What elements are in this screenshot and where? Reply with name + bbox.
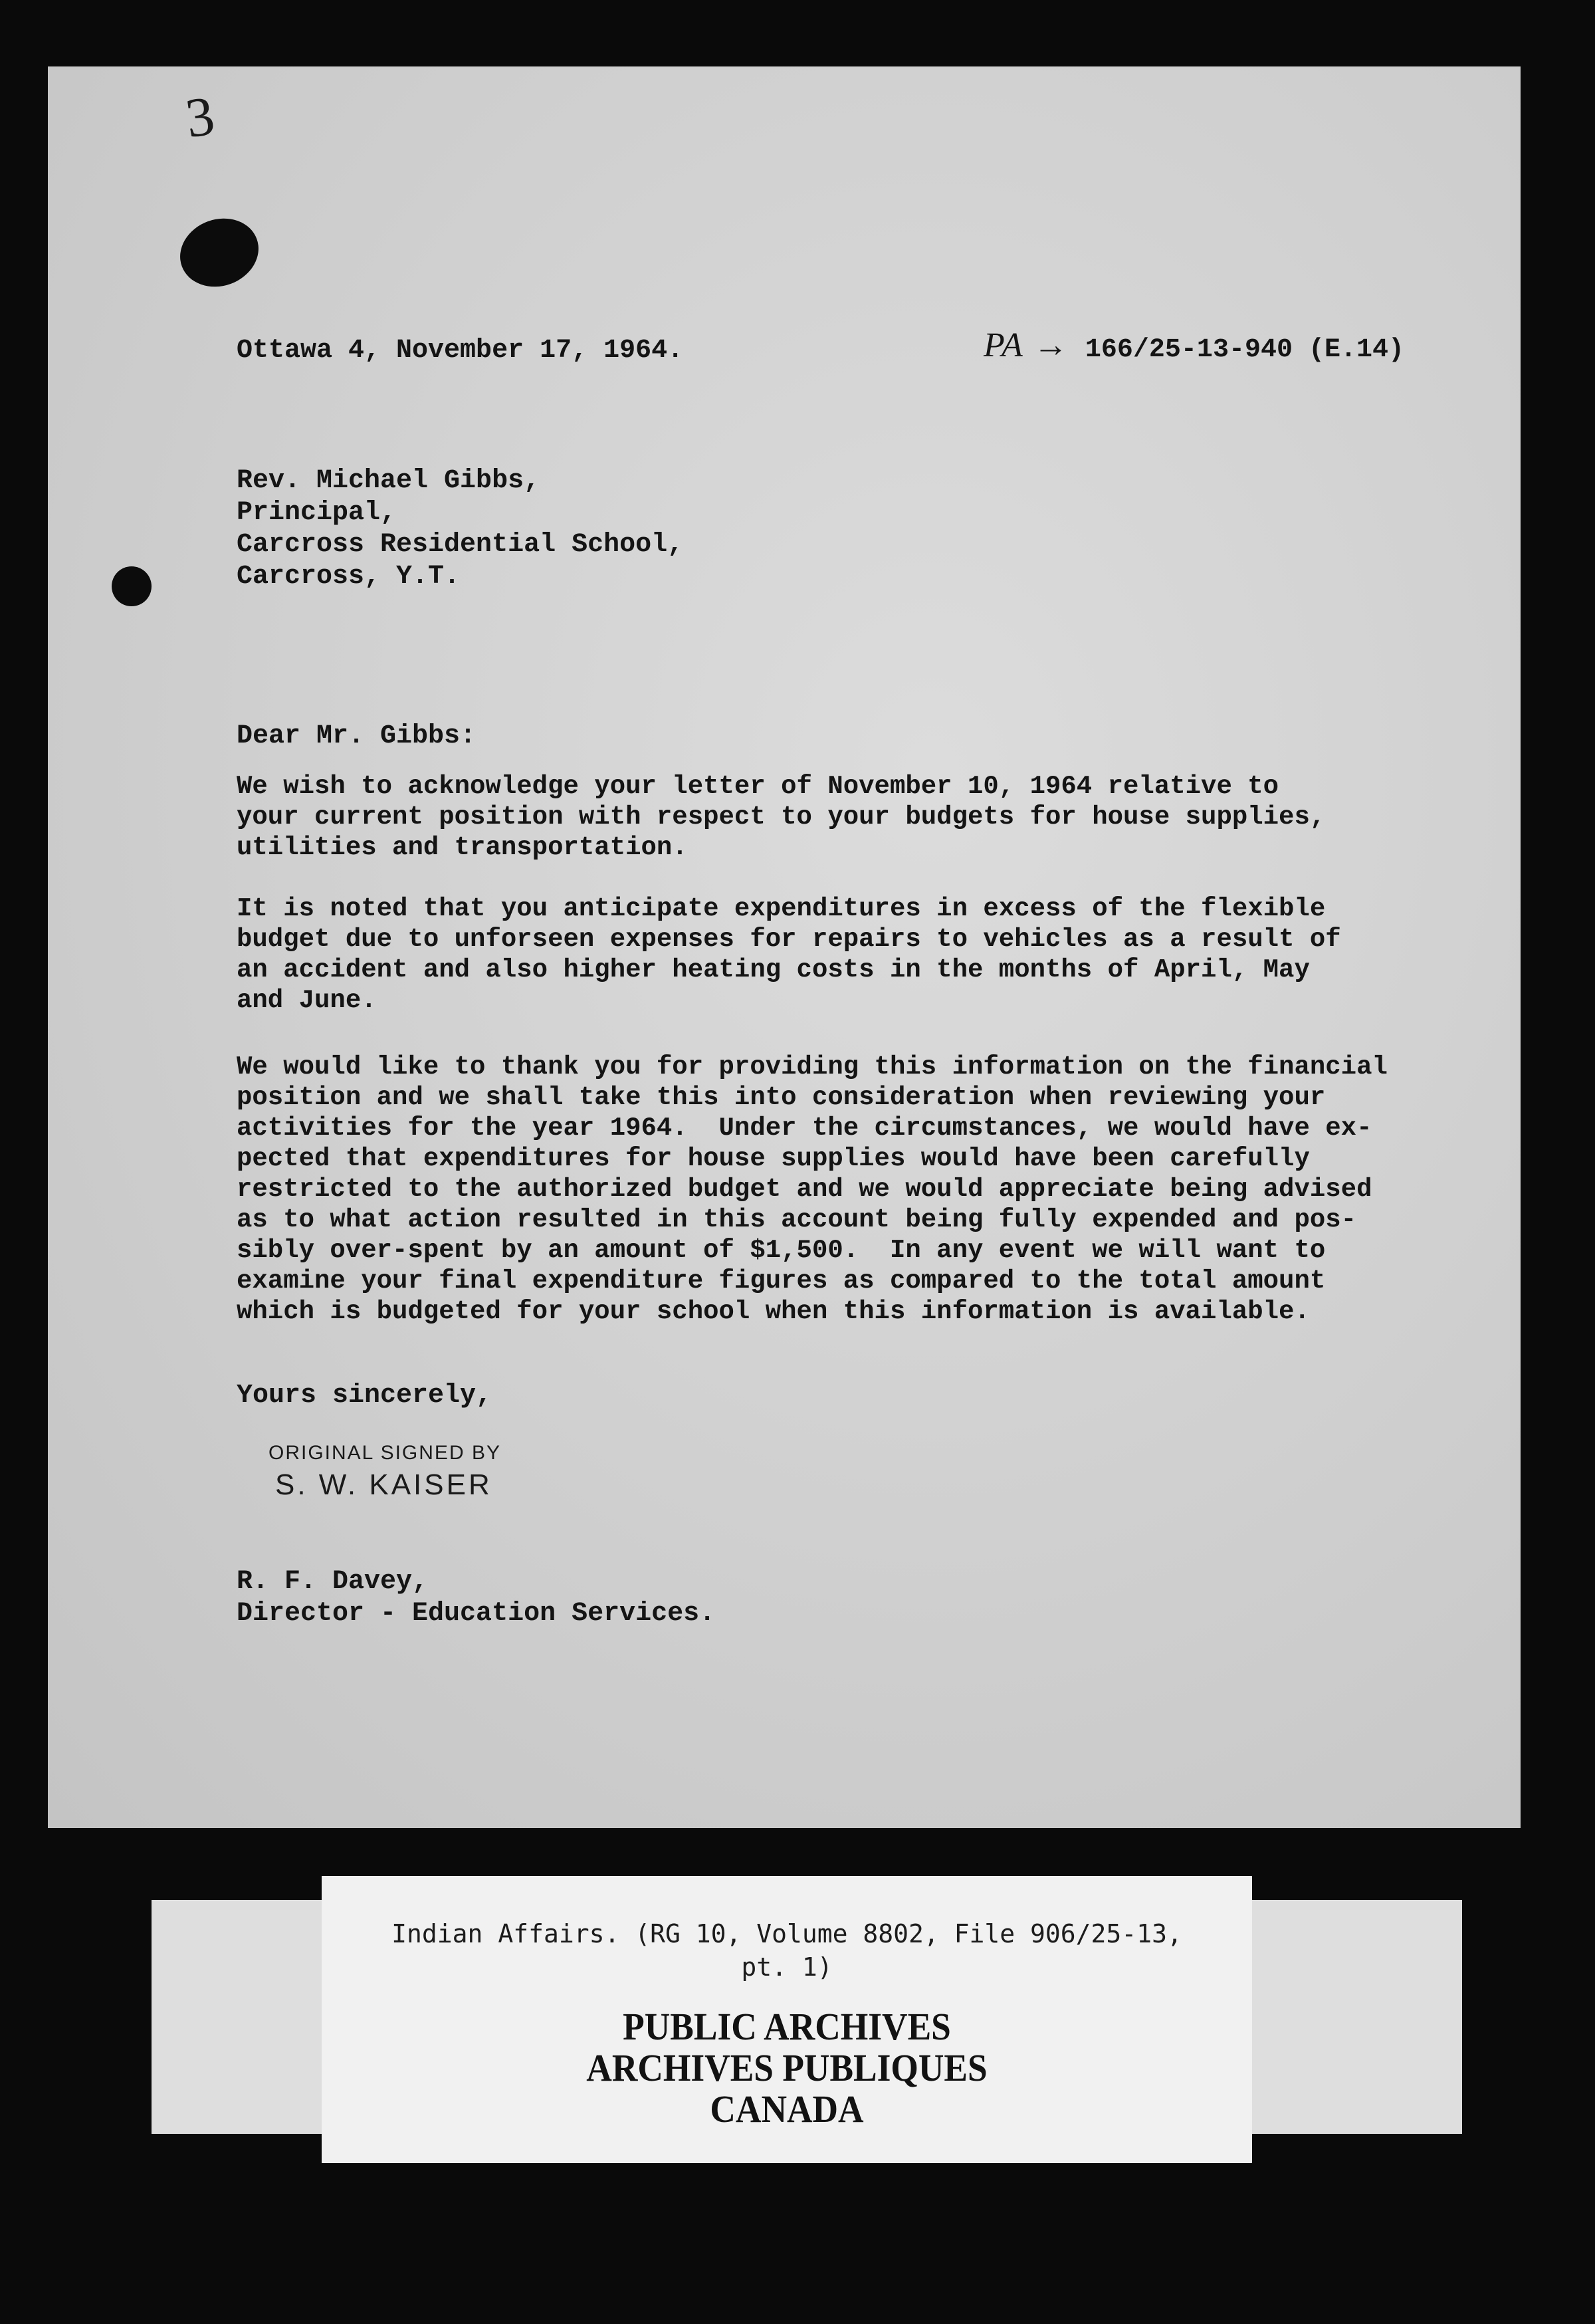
date-line: Ottawa 4, November 17, 1964. xyxy=(237,336,684,366)
text-line: as to what action resulted in this account being fully expended and pos- xyxy=(237,1205,1357,1234)
archive-stamp xyxy=(322,2006,1252,2130)
text-line: It is noted that you anticipate expenditures in excess of the flexible xyxy=(237,894,1326,923)
archive-country: CANADA xyxy=(710,2087,864,2131)
archive-reference xyxy=(322,1917,1252,1984)
signatory-title: Director - Education Services. xyxy=(237,1599,716,1629)
address-line: Rev. Michael Gibbs, xyxy=(237,466,540,496)
text-line: which is budgeted for your school when this information is available. xyxy=(237,1297,1310,1326)
text-line: budget due to unforseen expenses for repairs to vehicles as a result of xyxy=(237,925,1341,954)
archive-name-en: PUBLIC ARCHIVES xyxy=(623,2005,951,2048)
reference-line: pt. 1) xyxy=(741,1952,833,1982)
stamp-signer: S. W. KAISER xyxy=(275,1468,492,1501)
file-number: 166/25-13-940 (E.14) xyxy=(1085,335,1404,365)
text-line: pected that expenditures for house supplies would have been carefully xyxy=(237,1144,1310,1173)
salutation: Dear Mr. Gibbs: xyxy=(237,721,477,751)
paragraph xyxy=(237,771,1325,863)
text-line: an accident and also higher heating costs in the months of April, May xyxy=(237,955,1310,985)
page-mark: 3 xyxy=(181,84,219,150)
address-line: Carcross Residential School, xyxy=(237,530,684,560)
signature-stamp xyxy=(268,1440,501,1504)
handwritten-annotation: PA → xyxy=(984,326,1069,364)
text-line: utilities and transportation. xyxy=(237,833,688,862)
paragraph xyxy=(237,1052,1388,1327)
signatory-block xyxy=(237,1566,715,1630)
text-line: position and we shall take this into consideration when reviewing your xyxy=(237,1083,1326,1112)
text-line: sibly over-spent by an amount of $1,500. In any event we will want to xyxy=(237,1236,1326,1265)
address-line: Principal, xyxy=(237,498,397,528)
recipient-address xyxy=(237,465,683,593)
punch-hole xyxy=(112,566,152,606)
paragraph xyxy=(237,893,1341,1016)
text-line: We wish to acknowledge your letter of November 10, 1964 relative to xyxy=(237,772,1279,801)
text-line: your current position with respect to your budgets for house supplies, xyxy=(237,802,1326,832)
closing: Yours sincerely, xyxy=(237,1381,492,1411)
text-line: restricted to the authorized budget and we would appreciate being advised xyxy=(237,1175,1372,1204)
archive-name-fr: ARCHIVES PUBLIQUES xyxy=(586,2046,988,2089)
text-line: activities for the year 1964. Under the circumstances, we would have ex- xyxy=(237,1113,1372,1143)
text-line: and June. xyxy=(237,986,377,1015)
reference-line: Indian Affairs. (RG 10, Volume 8802, File 906/25-13, xyxy=(391,1919,1182,1948)
file-reference xyxy=(984,326,1404,366)
address-line: Carcross, Y.T. xyxy=(237,562,461,592)
stamp-caption: ORIGINAL SIGNED BY xyxy=(268,1442,501,1464)
text-line: examine your final expenditure figures as compared to the total amount xyxy=(237,1266,1326,1296)
text-line: We would like to thank you for providing this information on the financial xyxy=(237,1052,1388,1082)
signatory-name: R. F. Davey, xyxy=(237,1567,429,1597)
